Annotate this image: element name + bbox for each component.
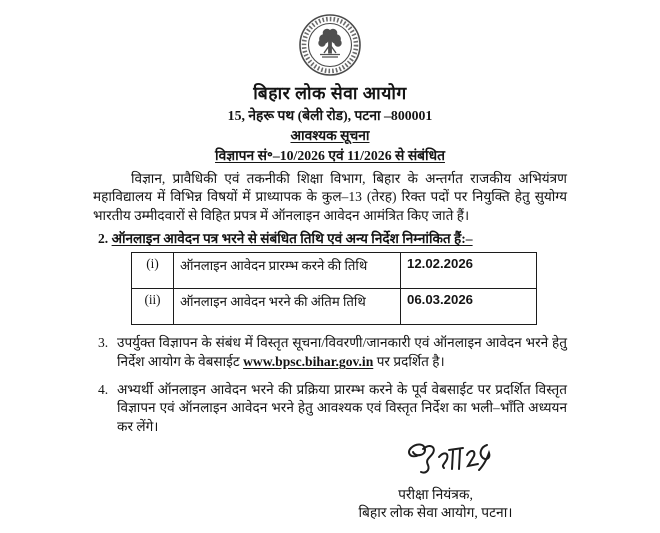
- seal-container: [93, 13, 567, 79]
- row-date: 12.02.2026: [401, 253, 537, 289]
- schedule-table: [131, 252, 537, 325]
- notice-content: [93, 13, 567, 522]
- row-serial: (ii): [132, 289, 174, 325]
- item-3-text: उपर्युक्त विज्ञापन के संबंध में विस्तृत सूचना/विवरणी/जानकारी एवं ऑनलाइन आवेदन भरने हेतु निर्देश आयोग के वेबसाईट www.bpsc.bihar.gov.in पर प्रदर्शित है।: [117, 335, 567, 370]
- org-name: बिहार लोक सेवा आयोग: [253, 83, 407, 103]
- signatory-org: बिहार लोक सेवा आयोग, पटना।: [358, 504, 513, 520]
- item-3-number: 3.: [98, 335, 109, 351]
- table-row: [132, 253, 537, 289]
- signature-block: [318, 439, 553, 522]
- website-link: www.bpsc.bihar.gov.in: [243, 354, 374, 370]
- table-row: [132, 289, 537, 325]
- signatory-designation: परीक्षा नियंत्रक,: [398, 486, 473, 502]
- item-4-number: 4.: [98, 381, 109, 397]
- item-2-heading: 2. ऑनलाइन आवेदन पत्र भरने से संबंधित तिथि एवं अन्य निर्देश निम्नांकित हैं:–: [98, 231, 473, 247]
- item-4: [93, 381, 567, 437]
- intro-paragraph: विज्ञान, प्रावैधिकी एवं तकनीकी शिक्षा विभाग, बिहार के अन्तर्गत राजकीय अभियंत्रण महाविद्यालय में विभिन्न विषयों में प्राध्यापक के कुल–13 (तेरह) रिक्त पदों पर नियुक्ति हेतु सुयोग्य भारतीय उम्मीदवारों से विहित प्रपत्र में ऑनलाइन आवेदन आमंत्रित किए जाते हैं।: [93, 171, 567, 223]
- row-serial: (i): [132, 253, 174, 289]
- org-address: 15, नेहरू पथ (बेली रोड), पटना –800001: [227, 108, 433, 123]
- item-2-number: 2.: [98, 231, 109, 247]
- bpsc-seal-icon: [298, 13, 362, 77]
- handwritten-signature-icon: [403, 439, 495, 479]
- row-label: ऑनलाइन आवेदन भरने की अंतिम तिथि: [174, 289, 401, 325]
- subject-line: विज्ञापन सं॰–10/2026 एवं 11/2026 से संबंधित: [215, 148, 445, 163]
- row-date: 06.03.2026: [401, 289, 537, 325]
- tree-glyph: [319, 29, 341, 57]
- notice-title: आवश्यक सूचना: [290, 128, 370, 143]
- item-3: [93, 334, 567, 371]
- item-4-text: अभ्यर्थी ऑनलाइन आवेदन भरने की प्रक्रिया प्रारम्भ करने के पूर्व वेबसाईट पर प्रदर्शित विस्तृत विज्ञापन एवं ऑनलाइन आवेदन भरने हेतु आवश्यक एवं विस्तृत निर्देश का भली–भाँति अध्ययन कर लेंगे।: [117, 381, 567, 434]
- row-label: ऑनलाइन आवेदन प्रारम्भ करने की तिथि: [174, 253, 401, 289]
